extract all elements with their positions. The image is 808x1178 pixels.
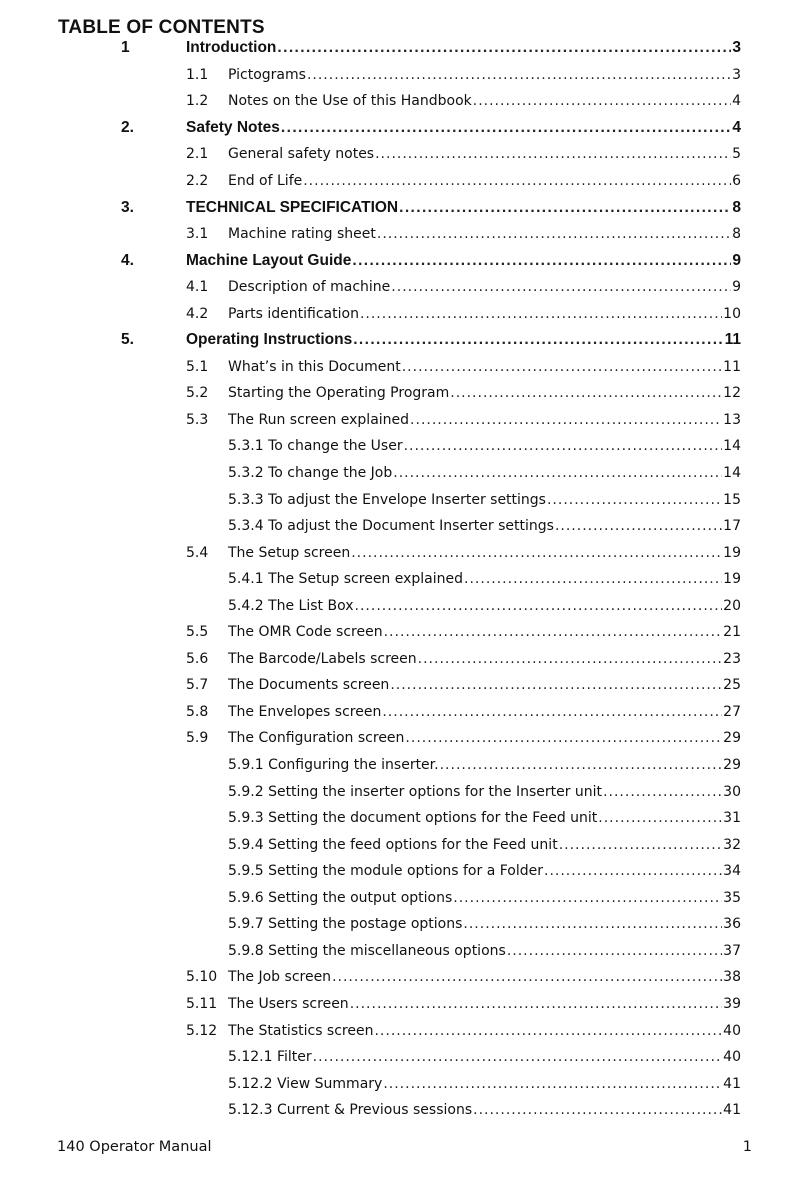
dot-leader xyxy=(350,996,722,1012)
toc-entry-line xyxy=(228,385,741,401)
toc-entry-line xyxy=(228,784,741,800)
toc-entry[interactable] xyxy=(0,1097,808,1124)
toc-entry-number: 5.1 xyxy=(186,358,209,375)
dot-leader xyxy=(384,624,723,640)
toc-entry-line xyxy=(228,996,741,1012)
toc-entry-page: 5 xyxy=(732,146,741,163)
toc-entry-number: 5.8 xyxy=(186,703,209,720)
toc-entry[interactable] xyxy=(0,938,808,965)
dot-leader xyxy=(355,598,723,614)
toc-entry-label: End of Life xyxy=(228,173,303,189)
toc-entry[interactable] xyxy=(0,62,808,89)
toc-entry[interactable] xyxy=(0,539,808,566)
toc-entry-page: 14 xyxy=(723,465,741,482)
toc-entry-label: 5.9.1 Configuring the inserter. xyxy=(228,757,439,774)
toc-entry-page: 14 xyxy=(723,438,741,455)
toc-entry-label: Machine rating sheet xyxy=(228,226,376,243)
toc-entry[interactable] xyxy=(0,35,808,62)
toc-entry[interactable] xyxy=(0,1017,808,1044)
dot-leader xyxy=(351,545,722,561)
toc-entry-label: Notes on the Use of this Handbook xyxy=(228,93,472,110)
toc-entry-line xyxy=(228,730,741,746)
toc-entry-line xyxy=(186,119,741,137)
toc-entry-line xyxy=(228,969,741,985)
toc-entry[interactable] xyxy=(0,247,808,274)
dot-leader xyxy=(603,784,722,800)
toc-entry-label: 5.9.4 Setting the feed options for the Feed unit xyxy=(228,836,558,853)
toc-entry-page: 19 xyxy=(723,544,741,561)
dot-leader xyxy=(303,173,731,189)
toc-entry-line xyxy=(228,810,741,826)
toc-entry-line xyxy=(228,571,741,587)
toc-entry-line xyxy=(228,306,741,322)
toc-entry-page: 3 xyxy=(732,66,741,83)
dot-leader xyxy=(404,438,723,454)
toc-entry-page: 25 xyxy=(723,677,741,694)
dot-leader xyxy=(598,810,722,826)
toc-entry-label: 5.4.1 The Setup screen explained xyxy=(228,571,464,588)
toc-entry-page: 10 xyxy=(723,305,741,322)
toc-entry[interactable] xyxy=(0,805,808,832)
toc-entry-label: 5.9.8 Setting the miscellaneous options xyxy=(228,942,506,959)
toc-entry-page: 21 xyxy=(723,624,741,641)
toc-entry-line xyxy=(228,757,741,773)
toc-entry[interactable] xyxy=(0,566,808,593)
toc-entry-label: 5.9.3 Setting the document options for the Feed unit xyxy=(228,810,598,827)
toc-entry-line xyxy=(228,624,741,640)
toc-entry-line xyxy=(228,492,741,508)
toc-entry-line xyxy=(228,518,741,534)
toc-entry[interactable] xyxy=(0,327,808,354)
toc-entry-page: 38 xyxy=(723,969,741,986)
toc-entry-label: Introduction xyxy=(186,39,277,57)
dot-leader xyxy=(473,1102,722,1118)
toc-entry[interactable] xyxy=(0,778,808,805)
toc-entry-number: 4.2 xyxy=(186,305,209,322)
dot-leader xyxy=(352,252,731,270)
toc-entry-number: 4.1 xyxy=(186,279,209,296)
dot-leader xyxy=(402,359,722,375)
toc-entry-line xyxy=(228,863,741,879)
toc-entry-number: 1 xyxy=(121,39,130,57)
toc-entry[interactable] xyxy=(0,88,808,115)
toc-entry[interactable] xyxy=(0,460,808,487)
toc-entry-number: 5.7 xyxy=(186,677,209,694)
dot-leader xyxy=(390,677,722,693)
toc-entry-page: 30 xyxy=(723,783,741,800)
toc-entry-number: 5.6 xyxy=(186,650,209,667)
toc-entry-page: 36 xyxy=(723,916,741,933)
toc-entry-label: 5.9.5 Setting the module options for a Folder xyxy=(228,863,543,880)
toc-entry-line xyxy=(228,279,741,295)
toc-entry-label: What’s in this Document xyxy=(228,358,401,375)
toc-entry-line xyxy=(228,1023,741,1039)
toc-entry-line xyxy=(228,598,741,614)
toc-entry-page: 39 xyxy=(723,995,741,1012)
toc-entry-label: 5.4.2 The List Box xyxy=(228,597,354,614)
toc-entry-label: The Configuration screen xyxy=(228,730,405,747)
toc-entry-page: 19 xyxy=(723,571,741,588)
toc-entry-line xyxy=(228,677,741,693)
toc-entry-line xyxy=(186,252,741,270)
toc-entry-line xyxy=(228,1049,741,1065)
toc-entry-line xyxy=(228,916,741,932)
toc-entry-label: 5.9.7 Setting the postage options xyxy=(228,916,463,933)
toc-entry[interactable] xyxy=(0,221,808,248)
dot-leader xyxy=(507,943,722,959)
toc-entry-number: 5.11 xyxy=(186,995,218,1012)
toc-entry-page: 12 xyxy=(723,385,741,402)
toc-entry-label: Description of machine xyxy=(228,279,391,296)
dot-leader xyxy=(377,226,731,242)
toc-entry-page: 27 xyxy=(723,703,741,720)
dot-leader xyxy=(463,916,722,932)
toc-entry-label: The Setup screen xyxy=(228,544,351,561)
toc-entry-number: 5.3 xyxy=(186,411,209,428)
toc-entry-number: 3.1 xyxy=(186,226,209,243)
toc-entry[interactable] xyxy=(0,672,808,699)
toc-entry-page: 13 xyxy=(723,411,741,428)
toc-entry[interactable] xyxy=(0,725,808,752)
toc-entry-line xyxy=(228,704,741,720)
toc-title: TABLE OF CONTENTS xyxy=(58,17,265,38)
toc-entry-line xyxy=(228,837,741,853)
toc-entry-label: The Envelopes screen xyxy=(228,703,382,720)
toc-entry[interactable] xyxy=(0,752,808,779)
dot-leader xyxy=(375,146,731,162)
dot-leader xyxy=(307,67,731,83)
toc-entry-page: 11 xyxy=(724,331,741,349)
toc-entry-label: 5.12.3 Current & Previous sessions xyxy=(228,1102,473,1119)
toc-entry-line xyxy=(228,1076,741,1092)
toc-entry-line xyxy=(228,1102,741,1118)
dot-leader xyxy=(473,93,731,109)
toc-entry[interactable] xyxy=(0,168,808,195)
toc-entry-page: 8 xyxy=(732,226,741,243)
dot-leader xyxy=(332,969,722,985)
toc-entry-line xyxy=(228,146,741,162)
dot-leader xyxy=(544,863,722,879)
toc-entry[interactable] xyxy=(0,300,808,327)
toc-entry-page: 8 xyxy=(732,198,741,216)
toc-entry-label: 5.3.2 To change the Job xyxy=(228,465,393,482)
toc-entry-line xyxy=(228,943,741,959)
toc-entry-line xyxy=(228,93,741,109)
toc-entry-line xyxy=(186,39,741,57)
footer-page-number: 1 xyxy=(742,1139,752,1155)
toc-entry-number: 5. xyxy=(121,331,134,349)
toc-entry-line xyxy=(228,226,741,242)
dot-leader xyxy=(383,1076,722,1092)
toc-entry-label: Operating Instructions xyxy=(186,331,353,349)
toc-entry-number: 4. xyxy=(121,251,134,269)
toc-entry-line xyxy=(228,545,741,561)
toc-entry[interactable] xyxy=(0,592,808,619)
dot-leader xyxy=(374,1023,722,1039)
toc-entry-line xyxy=(228,438,741,454)
dot-leader xyxy=(453,890,722,906)
toc-entry-label: The Barcode/Labels screen xyxy=(228,650,417,667)
toc-entry-label: Machine Layout Guide xyxy=(186,251,352,269)
toc-entry-page: 20 xyxy=(723,597,741,614)
toc-entry-line xyxy=(228,412,741,428)
toc-entry[interactable] xyxy=(0,858,808,885)
toc-entry-page: 9 xyxy=(732,251,741,269)
toc-entry-label: The Users screen xyxy=(228,995,349,1012)
toc-entry[interactable] xyxy=(0,911,808,938)
toc-entry-label: 5.3.1 To change the User xyxy=(228,438,403,455)
toc-entry-label: The Run screen explained xyxy=(228,411,410,428)
toc-entry-number: 2. xyxy=(121,118,134,136)
dot-leader xyxy=(382,704,722,720)
toc-entry-label: The Job screen xyxy=(228,969,332,986)
toc-entry[interactable] xyxy=(0,1070,808,1097)
toc-entry-label: General safety notes xyxy=(228,146,375,163)
toc-entry[interactable] xyxy=(0,354,808,381)
toc-entry[interactable] xyxy=(0,194,808,221)
toc-entry-number: 5.12 xyxy=(186,1022,218,1039)
dot-leader xyxy=(281,119,731,137)
toc-entry-label: TECHNICAL SPECIFICATION xyxy=(186,198,399,216)
dot-leader xyxy=(559,837,722,853)
toc-entry[interactable] xyxy=(0,115,808,142)
toc-entry-page: 31 xyxy=(723,810,741,827)
toc-entry-page: 23 xyxy=(723,650,741,667)
toc-entry-page: 37 xyxy=(723,942,741,959)
toc-entry-line xyxy=(228,173,741,189)
dot-leader xyxy=(464,571,722,587)
toc-entry-line xyxy=(228,359,741,375)
dot-leader xyxy=(393,465,722,481)
toc-entry-label: The Statistics screen xyxy=(228,1022,374,1039)
toc-entry-page: 29 xyxy=(723,757,741,774)
toc-entry-number: 5.5 xyxy=(186,624,209,641)
toc-entry-page: 29 xyxy=(723,730,741,747)
toc-entry-number: 5.4 xyxy=(186,544,209,561)
toc-entry-label: Pictograms xyxy=(228,66,306,83)
toc-entry-line xyxy=(228,465,741,481)
toc-entry[interactable] xyxy=(0,274,808,301)
toc-entry-number: 3. xyxy=(121,198,134,216)
toc-entry-number: 5.10 xyxy=(186,969,218,986)
footer-manual-name: 140 Operator Manual xyxy=(57,1139,212,1155)
toc-entry-line xyxy=(228,890,741,906)
toc-entry-page: 3 xyxy=(732,39,741,57)
toc-entry-label: Safety Notes xyxy=(186,118,280,136)
toc-entry-page: 6 xyxy=(732,173,741,189)
toc-entry[interactable] xyxy=(0,1044,808,1071)
toc-entry-number: 1.2 xyxy=(186,93,209,110)
toc-entry-page: 4 xyxy=(732,118,741,136)
dot-leader xyxy=(399,199,731,217)
toc-entry-number: 1.1 xyxy=(186,66,209,83)
toc-entry[interactable] xyxy=(0,380,808,407)
toc-entry-line xyxy=(228,651,741,667)
toc-entry[interactable] xyxy=(0,141,808,168)
dot-leader xyxy=(410,412,722,428)
toc-entry-page: 40 xyxy=(723,1049,741,1066)
dot-leader xyxy=(313,1049,723,1065)
dot-leader xyxy=(391,279,731,295)
toc-entry-label: Starting the Operating Program xyxy=(228,385,450,402)
toc-list xyxy=(0,35,808,1123)
dot-leader xyxy=(555,518,722,534)
toc-entry[interactable] xyxy=(0,831,808,858)
toc-entry[interactable] xyxy=(0,964,808,991)
toc-entry-line xyxy=(186,331,741,349)
toc-entry-line xyxy=(186,199,741,217)
toc-entry-page: 9 xyxy=(732,279,741,296)
toc-entry[interactable] xyxy=(0,699,808,726)
toc-entry[interactable] xyxy=(0,619,808,646)
dot-leader xyxy=(405,730,722,746)
dot-leader xyxy=(547,492,722,508)
toc-entry-page: 41 xyxy=(723,1075,741,1092)
toc-entry-label: 5.12.2 View Summary xyxy=(228,1075,383,1092)
toc-entry-label: The OMR Code screen xyxy=(228,624,383,641)
toc-entry-number: 5.9 xyxy=(186,730,209,747)
dot-leader xyxy=(450,385,722,401)
toc-entry-page: 40 xyxy=(723,1022,741,1039)
toc-entry-number: 5.2 xyxy=(186,385,209,402)
toc-entry-label: Parts identification xyxy=(228,305,359,322)
toc-entry-label: 5.9.2 Setting the inserter options for the Inserter unit xyxy=(228,783,603,800)
toc-entry-line xyxy=(228,67,741,83)
dot-leader xyxy=(277,39,731,57)
dot-leader xyxy=(353,331,723,349)
toc-entry-page: 32 xyxy=(723,836,741,853)
toc-entry-page: 17 xyxy=(723,518,741,535)
toc-entry-label: 5.12.1 Filter xyxy=(228,1049,312,1066)
toc-entry-page: 34 xyxy=(723,863,741,880)
toc-entry-page: 41 xyxy=(723,1102,741,1119)
toc-entry-label: 5.3.3 To adjust the Envelope Inserter settings xyxy=(228,491,546,508)
toc-entry[interactable] xyxy=(0,991,808,1018)
toc-entry-page: 15 xyxy=(723,491,741,508)
toc-entry-number: 2.2 xyxy=(186,173,209,189)
toc-entry[interactable] xyxy=(0,646,808,673)
toc-entry-label: The Documents screen xyxy=(228,677,390,694)
dot-leader xyxy=(360,306,722,322)
toc-entry[interactable] xyxy=(0,885,808,912)
toc-entry-page: 35 xyxy=(723,889,741,906)
dot-leader xyxy=(440,757,723,773)
toc-entry-page: 11 xyxy=(723,358,741,375)
dot-leader xyxy=(418,651,723,667)
toc-entry[interactable] xyxy=(0,486,808,513)
toc-entry-label: 5.3.4 To adjust the Document Inserter settings xyxy=(228,518,554,535)
toc-entry-number: 2.1 xyxy=(186,146,209,163)
toc-entry-label: 5.9.6 Setting the output options xyxy=(228,889,453,906)
toc-entry[interactable] xyxy=(0,433,808,460)
toc-entry[interactable] xyxy=(0,513,808,540)
toc-entry[interactable] xyxy=(0,407,808,434)
toc-entry-page: 4 xyxy=(732,93,741,110)
